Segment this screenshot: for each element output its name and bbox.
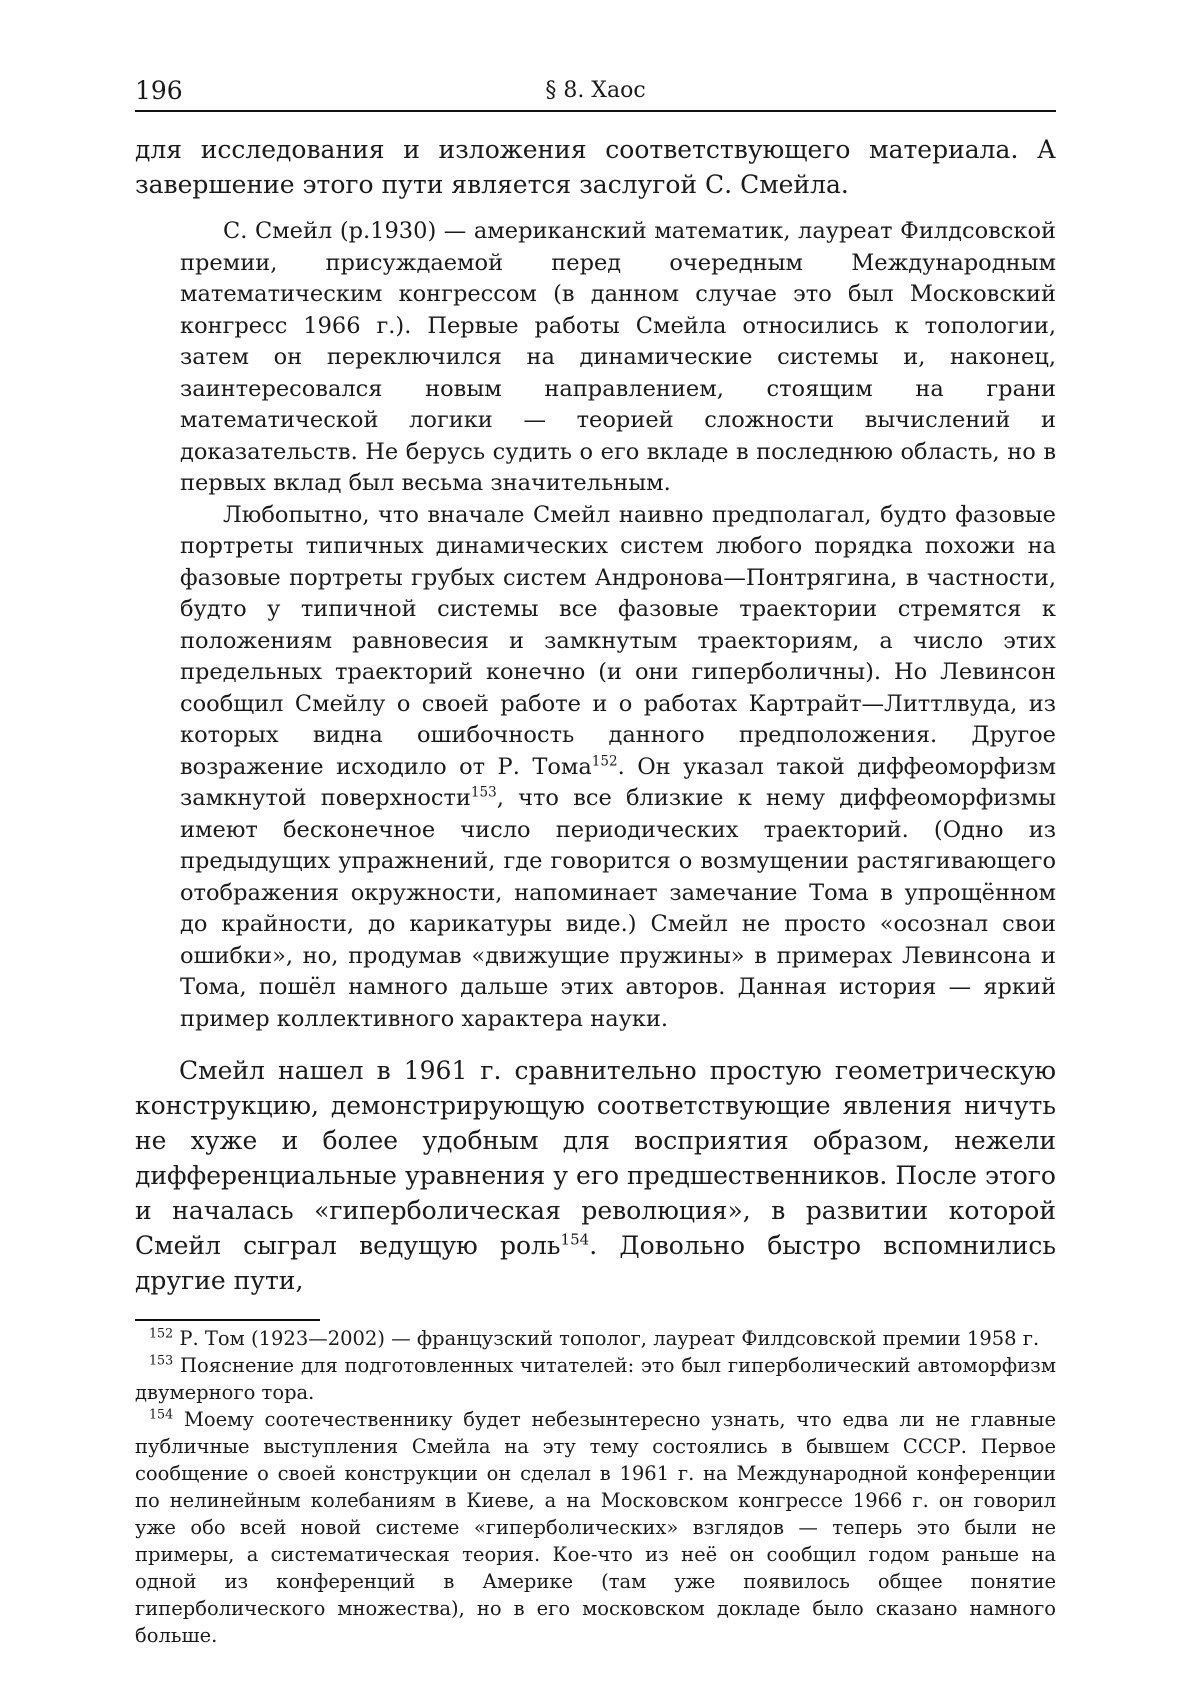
footnotes <box>135 1325 1056 1649</box>
footnote-ref-154[interactable]: 154 <box>560 1230 590 1249</box>
section-title: § 8. Хаос <box>545 78 646 103</box>
footnote-number: 152 <box>149 1325 174 1341</box>
footnote-text: Моему соотечественнику будет небезынтересно узнать, что едва ли не главные публичные выступления Смейла на эту тему состоялись в бывшем СССР. Первое сообщение о своей конструкции он сделал в 1961 г. на Международной конференции по нелинейным колебаниям в Киеве, а на Московском конгрессе 1966 г. он говорил уже обо всей новой системе «гиперболических» взглядов — теперь это были не примеры, а систематическая теория. Кое-что из неё он сообщил годом раньше на одной из конференций в Америке (там уже появилось общее понятие гиперболического множества), но в его московском докладе было сказано намного больше. <box>135 1408 1056 1647</box>
footnote-number: 153 <box>149 1352 174 1368</box>
book-page <box>135 70 1056 1649</box>
main-text <box>135 132 1056 1298</box>
footnote-text: Пояснение для подготовленных читателей: это был гиперболический автоморфизм двумерного тора. <box>135 1354 1056 1404</box>
inset-text-part: , что все близкие к нему диффеоморфизмы имеют бесконечное число периодических траекторий. (Одно из предыдущих упражнений, где говорится о возмущении растягивающего отображения окружности, напоминает замечание Тома в упрощённом до крайности, до карикатуры виде.) Смейл не просто «осознал свои ошибки», но, продумав «движущие пружины» в примерах Левинсона и Тома, пошёл намного дальше этих авторов. Данная история — яркий пример коллективного характера науки. <box>180 785 1056 1032</box>
footnote-154 <box>135 1406 1056 1649</box>
inset-text-part: Любопытно, что вначале Смейл наивно предполагал, будто фазовые портреты типичных динамических систем любого порядка похожи на фазовые портреты грубых систем Андронова—Понтрягина, в частности, будто у типичной системы все фазовые траектории стремятся к положениям равновесия и замкнутым траекториям, а число этих предельных траекторий конечно (и они гиперболичны). Но Левинсон сообщил Смейлу о своей работе и о работах Картрайт—Литтлвуда, из которых видна ошибочность данного предположения. Другое возражение исходило от Р. Тома <box>180 501 1056 780</box>
closing-text-part: . Довольно быстро вспомнились другие пути, <box>135 1231 1056 1295</box>
footnote-ref-152[interactable]: 152 <box>591 753 618 769</box>
opening-paragraph: для исследования и изложения соответствующего материала. А завершение этого пути является заслугой С. Смейла. <box>135 135 1056 199</box>
inset-paragraph-smale-bio: С. Смейл (р.1930) — американский математик, лауреат Филдсовской премии, присуждаемой перед очередным Международным математическим конгрессом (в данном случае это был Московский конгресс 1966 г.). Первые работы Смейла относились к топологии, затем он переключился на динамические системы и, наконец, заинтересовался новым направлением, стоящим на грани математической логики — теорией сложности вычислений и доказательств. Не берусь судить о его вкладе в последнюю область, но в первых вклад был весьма значительным. <box>180 218 1056 496</box>
closing-text-part: Смейл нашел в 1961 г. сравнительно простую геометрическую конструкцию, демонстрирующую соответствующие явления ничуть не хуже и более удобным для восприятия образом, нежели дифференциальные уравнения у его предшественников. После этого и началась «гиперболическая революция», в развитии которой Смейл сыграл ведущую роль <box>135 1056 1056 1260</box>
footnote-152 <box>135 1325 1056 1352</box>
inset-paragraph-history <box>180 500 1056 1036</box>
closing-paragraph <box>135 1053 1056 1298</box>
footnote-ref-153[interactable]: 153 <box>470 784 497 801</box>
footnote-153 <box>135 1352 1056 1406</box>
biographical-inset <box>180 216 1056 1035</box>
footnote-text: Р. Том (1923—2002) — французский тополог, лауреат Филдсовской премии 1958 г. <box>179 1327 1040 1350</box>
footnote-separator <box>135 1319 320 1321</box>
page-number: 196 <box>135 76 183 105</box>
running-header <box>135 70 1056 112</box>
inset-text-part: . Он указал такой диффеоморфизм замкнутой поверхности <box>180 753 1056 811</box>
footnote-number: 154 <box>149 1406 174 1422</box>
